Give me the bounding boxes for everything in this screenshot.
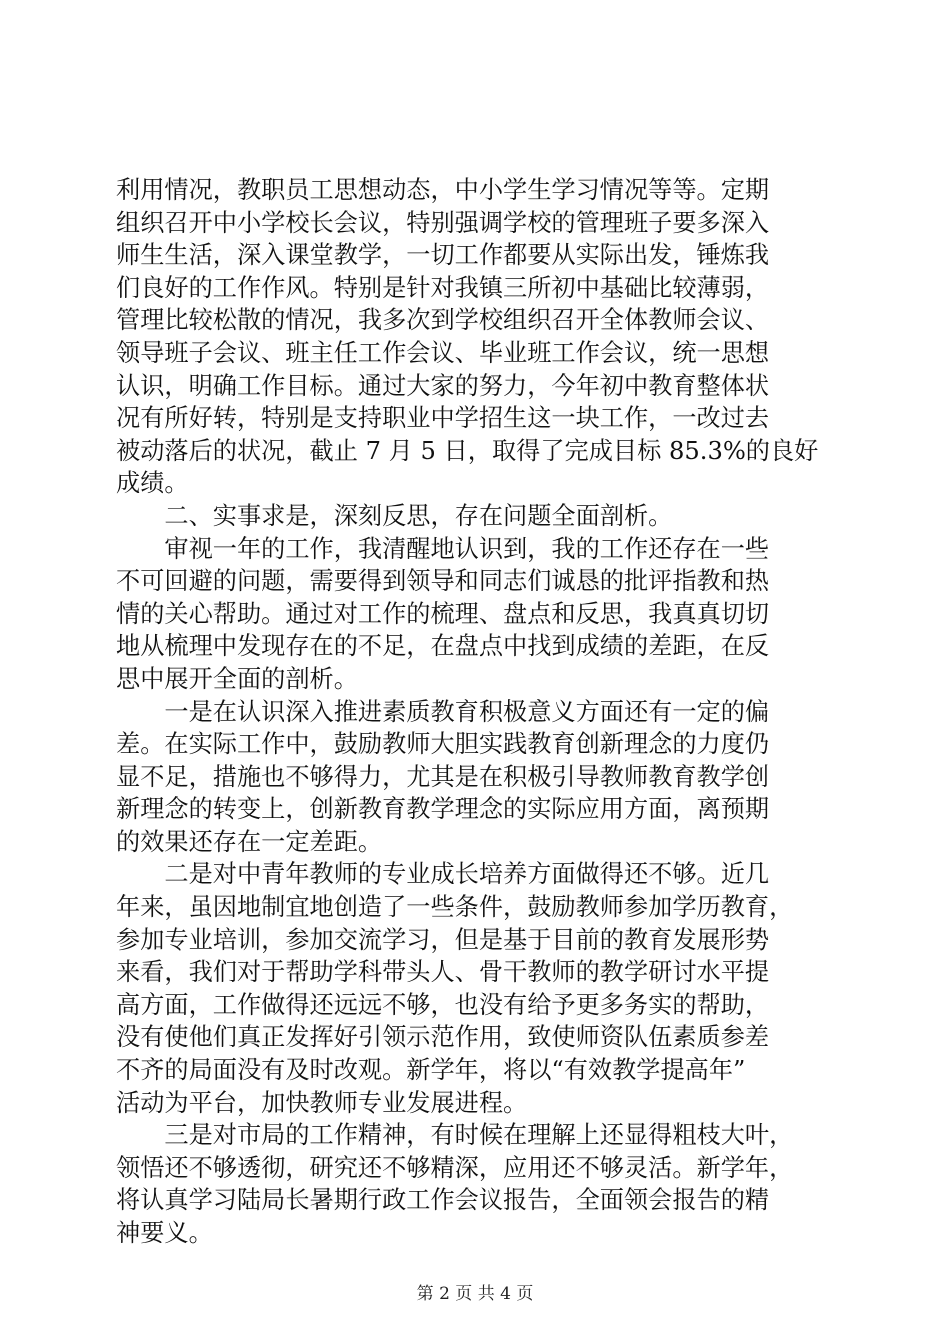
text-line: 况有所好转，特别是支持职业中学招生这一块工作，一改过去 [116, 404, 770, 433]
text-line: 神要义。 [116, 1219, 213, 1247]
text-line: 认识，明确工作目标。通过大家的努力，今年初中教育整体状 [116, 371, 770, 400]
text-line: 们良好的工作作风。特别是针对我镇三所初中基础比较薄弱， [116, 273, 770, 302]
text-line: 成绩。 [116, 469, 189, 498]
text-line: 来看，我们对于帮助学科带头人、骨干教师的教学研讨水平提 [116, 958, 770, 987]
text-line: 三是对市局的工作精神，有时候在理解上还显得粗枝大叶， [116, 1121, 794, 1150]
document-body [116, 174, 836, 1250]
text-line: 没有使他们真正发挥好引领示范作用，致使师资队伍素质参差 [116, 1023, 770, 1052]
text-line: 审视一年的工作，我清醒地认识到，我的工作还存在一些 [116, 534, 770, 563]
text-line: 管理比较松散的情况，我多次到学校组织召开全体教师会议、 [116, 306, 770, 335]
text-line: 二是对中青年教师的专业成长培养方面做得还不够。近几 [116, 860, 770, 889]
text-line: 差。在实际工作中，鼓励教师大胆实践教育创新理念的力度仍 [116, 730, 770, 759]
text-line: 地从梳理中发现存在的不足，在盘点中找到成绩的差距，在反 [116, 632, 770, 661]
text-line: 新理念的转变上，创新教育教学理念的实际应用方面，离预期 [116, 795, 770, 824]
text-line: 领导班子会议、班主任工作会议、毕业班工作会议，统一思想 [116, 338, 770, 367]
text-line: 高方面，工作做得还远远不够，也没有给予更多务实的帮助， [116, 990, 770, 1019]
section-heading: 二、实事求是，深刻反思，存在问题全面剖析。 [116, 501, 673, 530]
text-line: 情的关心帮助。通过对工作的梳理、盘点和反思，我真真切切 [116, 599, 770, 628]
text-line: 年来，虽因地制宜地创造了一些条件，鼓励教师参加学历教育， [116, 893, 794, 922]
text-line: 显不足，措施也不够得力，尤其是在积极引导教师教育教学创 [116, 762, 770, 791]
text-line: 参加专业培训，参加交流学习，但是基于目前的教育发展形势 [116, 925, 770, 954]
text-line: 不可回避的问题，需要得到领导和同志们诚恳的批评指教和热 [116, 567, 770, 596]
text-line: 活动为平台，加快教师专业发展进程。 [116, 1088, 528, 1117]
text-line: 领悟还不够透彻，研究还不够精深，应用还不够灵活。新学年， [116, 1153, 794, 1182]
text-line: 将认真学习陆局长暑期行政工作会议报告，全面领会报告的精 [116, 1186, 770, 1215]
text-line: 的效果还存在一定差距。 [116, 827, 383, 856]
text-line: 不齐的局面没有及时改观。新学年，将以“有效教学提高年” [116, 1056, 746, 1085]
text-line: 一是在认识深入推进素质教育积极意义方面还有一定的偏 [116, 697, 770, 726]
text-line: 思中展开全面的剖析。 [116, 664, 358, 693]
text-line: 师生生活，深入课堂教学，一切工作都要从实际出发，锤炼我 [116, 241, 770, 270]
page-footer [0, 1283, 950, 1305]
text-line: 组织召开中小学校长会议，特别强调学校的管理班子要多深入 [116, 208, 770, 237]
page-number-label: 第 2 页 共 4 页 [416, 1284, 534, 1304]
text-line: 利用情况，教职员工思想动态，中小学生学习情况等等。定期 [116, 176, 770, 204]
text-line: 被动落后的状况，截止 7 月 5 日，取得了完成目标 85.3%的良好 [116, 436, 819, 465]
